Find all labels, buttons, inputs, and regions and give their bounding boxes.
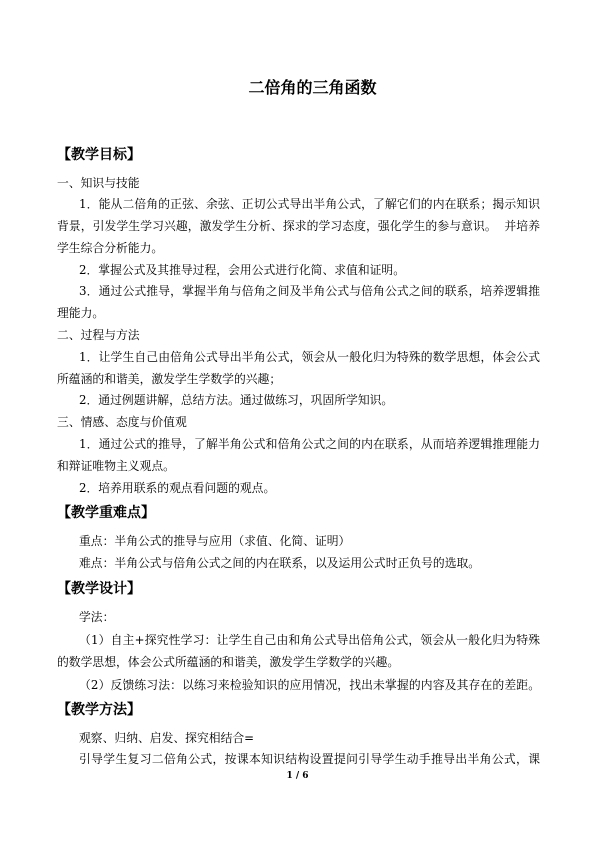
paragraph-line: 观察、归纳、启发、探究相结合= — [79, 730, 255, 745]
paragraph-line: （2）反馈练习法：以练习来检验知识的应用情况，找出未掌握的内容及其存在的差距。 — [79, 677, 540, 692]
learning-method-label: 学法： — [79, 610, 115, 625]
section-teaching-design — [57, 578, 540, 697]
paragraph-line: 背景，引发学生学习兴趣，激发学生分析、探求的学习态度，强化学生的参与意识。 并培养 — [57, 219, 540, 234]
key-point-line: 重点：半角公式的推导与应用（求值、化简、证明） — [79, 533, 351, 548]
page-number: 1 / 6 — [286, 771, 309, 781]
paragraph-line: 和辩证唯物主义观点。 — [57, 458, 175, 473]
paragraph-line: 3．通过公式推导，掌握半角与倍角之间及半角公式与倍角公式之间的联系，培养逻辑推 — [79, 284, 540, 299]
paragraph-line: 1．让学生自己由倍角公式导出半角公式，领会从一般化归为特殊的数学思想，体会公式 — [79, 349, 540, 364]
difficult-point-line: 难点：半角公式与倍角公式之间的内在联系，以及运用公式时正负号的选取。 — [79, 555, 481, 570]
subheading-attitude-values: 三、情感、态度与价值观 — [57, 415, 187, 430]
paragraph-line: 所蕴涵的和谐美，激发学生学数学的兴趣； — [57, 371, 282, 386]
section-heading-methods: 【教学方法】 — [57, 702, 141, 719]
paragraph-line: 理能力。 — [57, 306, 105, 321]
paragraph-line: 引导学生复习二倍角公式，按课本知识结构设置提问引导学生动手推导出半角公式，课 — [79, 752, 540, 767]
paragraph-line: 2．掌握公式及其推导过程，会用公式进行化简、求值和证明。 — [79, 262, 406, 277]
section-heading-objectives: 【教学目标】 — [57, 147, 141, 163]
paragraph-line: 2．培养用联系的观点看问题的观点。 — [79, 480, 276, 495]
document-body — [57, 141, 540, 771]
section-key-difficult-points — [57, 502, 540, 574]
section-heading-design: 【教学设计】 — [57, 580, 141, 597]
paragraph-line: 1．能从二倍角的正弦、余弦、正切公式导出半角公式，了解它们的内在联系；揭示知识 — [79, 197, 540, 212]
section-teaching-methods — [57, 699, 540, 771]
page-title: 二倍角的三角函数 — [248, 78, 377, 97]
subheading-process-methods: 二、过程与方法 — [57, 328, 140, 343]
paragraph-line: 1．通过公式的推导，了解半角公式和倍角公式之间的内在联系，从而培养逻辑推理能力 — [79, 437, 540, 452]
paragraph-line: 的数学思想，体会公式所蕴涵的和谐美，激发学生学数学的兴趣。 — [57, 655, 400, 670]
paragraph-line: （1）自主+探究性学习：让学生自己由和角公式导出倍角公式，领会从一般化归为特殊 — [79, 632, 540, 647]
subheading-knowledge-skills: 一、知识与技能 — [57, 175, 140, 190]
paragraph-line: 学生综合分析能力。 — [57, 240, 164, 255]
section-teaching-objectives — [57, 144, 540, 499]
section-heading-key-points: 【教学重难点】 — [57, 505, 155, 522]
paragraph-line: 2．通过例题讲解，总结方法。通过做练习，巩固所学知识。 — [79, 393, 394, 408]
